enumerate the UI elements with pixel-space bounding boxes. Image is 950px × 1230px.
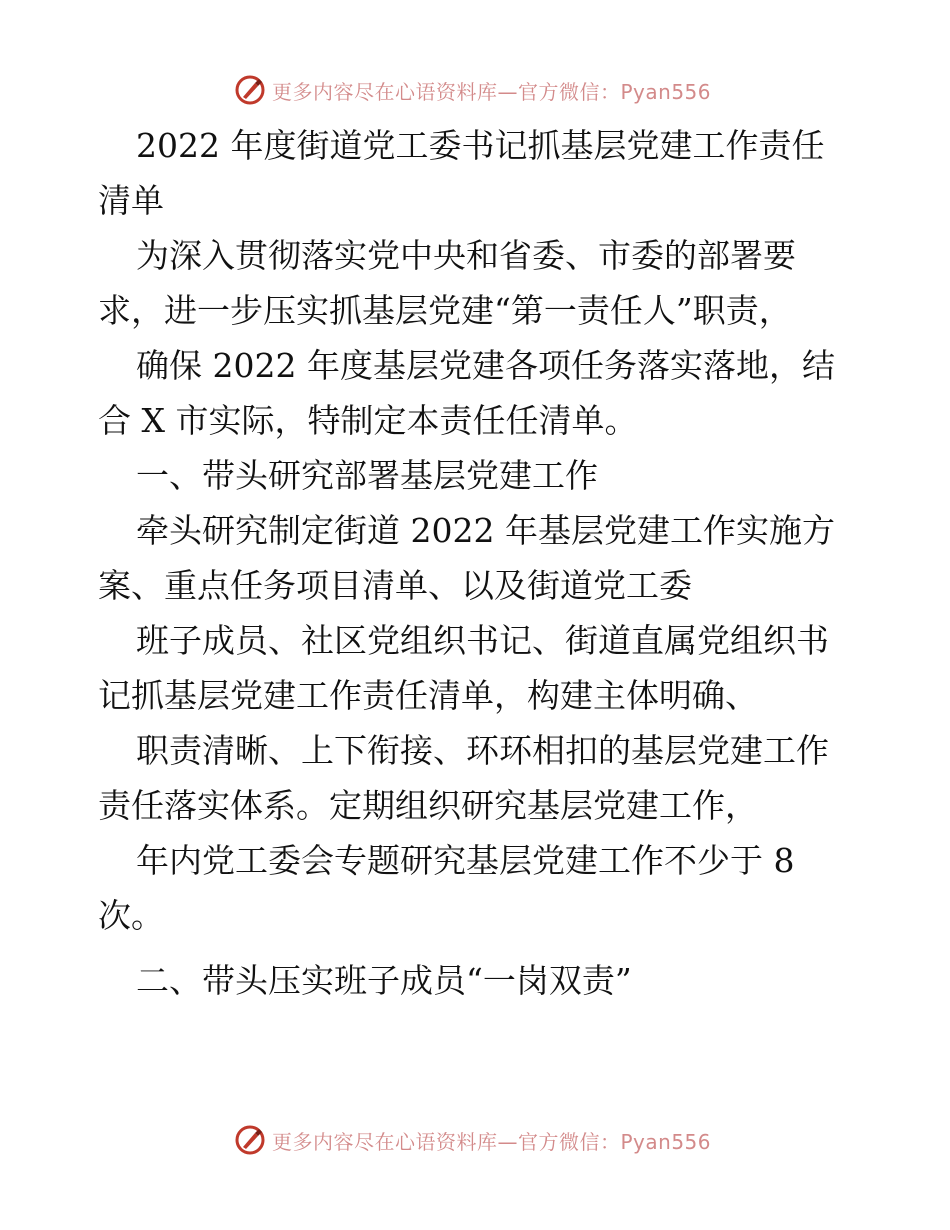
pen-logo-icon bbox=[234, 74, 266, 106]
pen-logo-icon bbox=[234, 1124, 266, 1156]
section-heading-1: 一、带头研究部署基层党建工作 bbox=[136, 456, 598, 495]
title-line-2: 清单 bbox=[98, 181, 164, 220]
paragraph-1-line-2: 求，进一步压实抓基层党建“第一责任人”职责， bbox=[98, 291, 792, 330]
paragraph-3-line-1: 牵头研究制定街道 2022 年基层党建工作实施方 bbox=[136, 511, 835, 550]
paragraph-6-line-2: 次。 bbox=[98, 896, 164, 935]
watermark-banner-top bbox=[234, 72, 711, 108]
document-body bbox=[98, 118, 858, 1008]
watermark-text: 更多内容尽在心语资料库—官方微信：Pyan556 bbox=[272, 79, 712, 104]
paragraph-4-line-1: 班子成员、社区党组织书记、街道直属党组织书 bbox=[136, 621, 829, 660]
paragraph-2-line-1: 确保 2022 年度基层党建各项任务落实落地，结 bbox=[136, 346, 835, 385]
paragraph-4-line-2: 记抓基层党建工作责任清单，构建主体明确、 bbox=[98, 676, 758, 715]
paragraph-5-line-2: 责任落实体系。定期组织研究基层党建工作， bbox=[98, 786, 758, 825]
paragraph-5-line-1: 职责清晰、上下衔接、环环相扣的基层党建工作 bbox=[136, 731, 829, 770]
watermark-banner-bottom bbox=[234, 1122, 711, 1158]
watermark-text: 更多内容尽在心语资料库—官方微信：Pyan556 bbox=[272, 1129, 712, 1154]
paragraph-2-line-2: 合 X 市实际，特制定本责任任清单。 bbox=[98, 401, 638, 440]
paragraph-3-line-2: 案、重点任务项目清单、以及街道党工委 bbox=[98, 566, 692, 605]
paragraph-6-line-1: 年内党工委会专题研究基层党建工作不少于 8 bbox=[136, 841, 795, 880]
section-heading-2: 二、带头压实班子成员“一岗双责” bbox=[136, 961, 632, 1000]
paragraph-1-line-1: 为深入贯彻落实党中央和省委、市委的部署要 bbox=[136, 236, 796, 275]
title-line-1: 2022 年度街道党工委书记抓基层党建工作责任 bbox=[136, 126, 825, 165]
